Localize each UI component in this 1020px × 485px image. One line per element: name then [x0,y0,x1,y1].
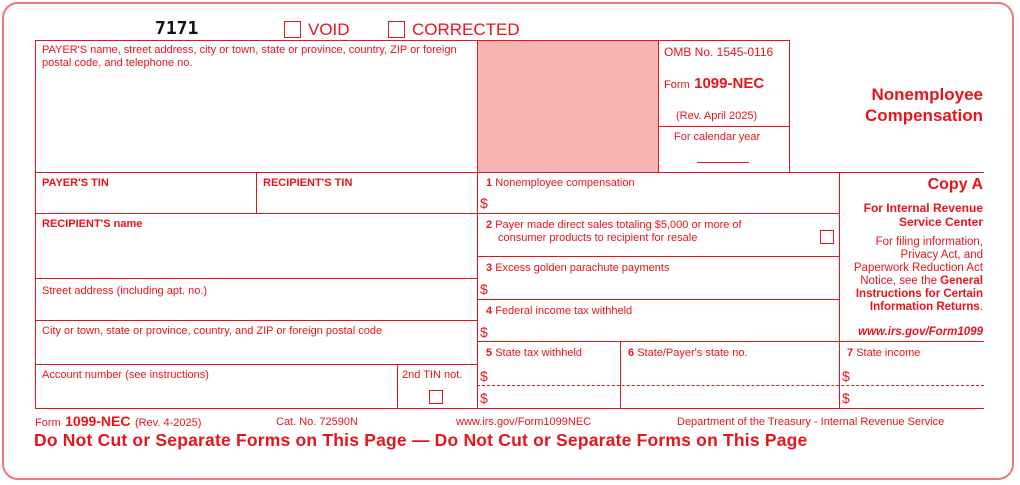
form-name: 1099-NEC [694,75,765,92]
footer-form-prefix: Form [35,417,61,429]
box2-text-line2: consumer products to recipient for resale [498,232,698,244]
title-line2: Compensation [864,106,983,125]
box2-label [486,219,816,245]
copy-for [840,201,983,229]
street-label: Street address (including apt. no.) [42,285,208,297]
form-prefix: Form [664,79,690,91]
rule-dashed [477,385,984,386]
box1-input[interactable] [492,194,836,212]
rule [35,172,984,173]
payer-tin-label: PAYER'S TIN [42,177,109,189]
box5-input-line2[interactable] [492,387,618,407]
box3-dollar: $ [480,281,488,297]
calendar-year-label: For calendar year [674,131,761,143]
rule [789,40,790,172]
box7-dollar-line1: $ [842,368,850,384]
box5-label [486,347,582,360]
copy-info-line4: Notice, see the [860,275,937,287]
box7-input-line1[interactable] [854,364,982,384]
box1-dollar: $ [480,195,488,211]
box7-dollar-line2: $ [842,390,850,406]
copy-for-line1: For Internal Revenue [863,201,983,215]
footer-cat-no: Cat. No. 72590N [276,416,358,428]
box5-text: State tax withheld [495,347,583,359]
recipient-tin-input[interactable] [259,191,475,211]
rule [477,256,839,257]
copy-info-line6: Information Returns [869,301,980,313]
rule [397,364,398,409]
rule [35,213,839,214]
void-checkbox[interactable] [284,21,301,38]
title-line1: Nonemployee [871,85,983,104]
footer-form-name: 1099-NEC [65,413,131,429]
box6-label [628,347,748,360]
box3-input[interactable] [492,279,836,297]
box6-input-line2[interactable] [623,387,837,407]
footer-url: www.irs.gov/Form1099NEC [456,416,592,428]
rule [477,341,984,342]
rule [35,364,477,365]
footer-department: Department of the Treasury - Internal Revenue Service [677,416,945,428]
box5-dollar-line1: $ [480,368,488,384]
rule [35,408,984,409]
rule [35,40,36,409]
account-label: Account number (see instructions) [42,369,209,381]
corrected-label: CORRECTED [412,20,520,39]
copy-url: www.irs.gov/Form1099 [858,326,983,338]
box7-text: State income [856,347,921,359]
box7-label [847,347,920,360]
copy-info-line3: Paperwork Reduction Act [853,262,983,274]
do-not-cut-warning: Do Not Cut or Separate Forms on This Page — Do Not Cut or Separate Forms on This Page [34,430,808,450]
form-id [664,75,764,93]
second-tin-checkbox[interactable] [429,390,443,404]
form-title [800,84,983,126]
box7-number: 7 [847,347,854,359]
box4-input[interactable] [492,322,836,340]
second-tin-label: 2nd TIN not. [402,369,463,381]
box6-input-line1[interactable] [623,364,837,384]
rule [658,40,659,172]
recipient-tin-label: RECIPIENT'S TIN [263,177,353,189]
copy-info-line5: Instructions for Certain [855,288,983,300]
control-number: 7171 [155,18,199,39]
rule [620,341,621,409]
copy-info-line4-bold: General [940,275,983,287]
street-input[interactable] [38,299,474,318]
box5-input-line1[interactable] [492,364,618,384]
footer-revision: (Rev. 4-2025) [134,417,202,429]
rule [477,299,839,300]
box4-text: Federal income tax withheld [495,305,633,317]
shaded-area [478,41,658,172]
copy-for-line2: Service Center [898,215,983,229]
rule [35,320,477,321]
copy-title: Copy A [927,176,983,193]
rule [35,40,789,41]
box1-text: Nonemployee compensation [495,177,635,189]
box1-label [486,177,635,190]
revision: (Rev. April 2025) [676,110,758,122]
city-label: City or town, state or province, country, and ZIP or foreign postal code [42,325,383,337]
box4-label [486,305,632,318]
rule [256,172,257,214]
calendar-year-line [697,162,749,163]
rule [658,126,789,127]
rule [477,40,478,409]
box6-number: 6 [628,347,635,359]
box3-text: Excess golden parachute payments [495,262,670,274]
account-input[interactable] [38,384,394,406]
copy-info-line2: Privacy Act, and [900,249,983,261]
payer-tin-input[interactable] [38,191,254,211]
box6-text: State/Payer's state no. [637,347,748,359]
box5-number: 5 [486,347,493,359]
copy-info-line1: For filing information, [875,236,983,248]
box7-input-line2[interactable] [854,387,982,407]
payer-label: PAYER'S name, street address, city or town, state or province, country, ZIP or foreign postal code, and telephone no. [42,44,457,69]
box2-number: 2 [486,219,493,231]
copy-info [840,236,983,314]
box2-checkbox[interactable] [820,230,834,244]
corrected-checkbox[interactable] [388,21,405,38]
box2-text-line1: Payer made direct sales totaling $5,000 or more of [495,219,742,231]
recipient-name-label: RECIPIENT'S name [42,218,143,230]
box3-number: 3 [486,262,493,274]
box3-label [486,262,669,275]
recipient-name-input[interactable] [38,232,474,276]
calendar-year-input[interactable] [695,148,751,162]
omb-number: OMB No. 1545-0116 [664,45,774,59]
payer-input[interactable] [38,78,474,170]
box4-number: 4 [486,305,493,317]
box1-number: 1 [486,177,493,189]
box5-dollar-line2: $ [480,390,488,406]
void-label: VOID [308,20,350,39]
copy-info-line6-end: . [979,301,983,313]
rule [35,278,477,279]
city-input[interactable] [38,340,474,362]
box4-dollar: $ [480,324,488,340]
